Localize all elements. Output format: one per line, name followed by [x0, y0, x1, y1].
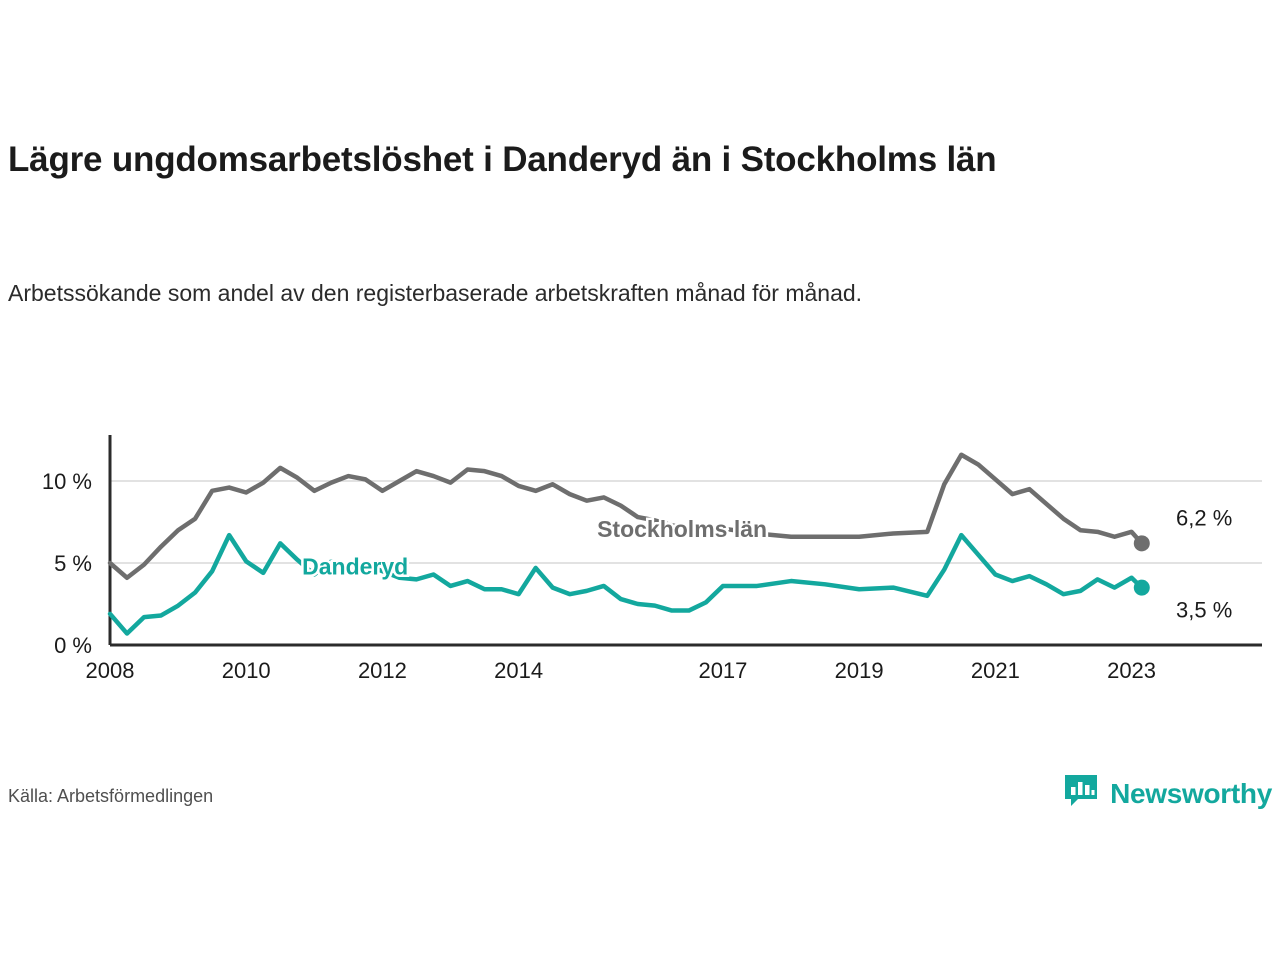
- series-end-point: [1134, 580, 1150, 596]
- series-value-label: 6,2 %: [1176, 505, 1233, 531]
- page-subtitle: Arbetssökande som andel av den registerbaserade arbetskraften månad för månad.: [8, 280, 863, 306]
- y-axis-tick-label: 5 %: [54, 551, 92, 576]
- series-end-point: [1134, 535, 1150, 551]
- brand-name: Newsworthy: [1110, 777, 1272, 809]
- x-axis-tick-label: 2010: [221, 658, 271, 683]
- x-axis-tick-label: 2019: [834, 658, 884, 683]
- source-note: Källa: Arbetsförmedlingen: [8, 786, 214, 806]
- x-axis-tick-label: 2021: [970, 658, 1020, 683]
- series-label: Danderyd: [302, 553, 409, 580]
- x-axis-tick-label: 2008: [85, 658, 135, 683]
- y-axis-tick-label: 0 %: [54, 633, 92, 658]
- page-title: Lägre ungdomsarbetslöshet i Danderyd än i Stockholms län: [8, 140, 997, 179]
- x-axis-tick-label: 2012: [357, 658, 407, 683]
- series-label: Stockholms län: [597, 515, 768, 542]
- y-axis-tick-label: 10 %: [41, 469, 92, 494]
- series-line: [110, 535, 1142, 633]
- chart-svg: [0, 400, 1280, 700]
- bar-chart-icon: [1062, 772, 1100, 815]
- x-axis-tick-label: 2014: [494, 658, 544, 683]
- line-chart: [0, 400, 1280, 700]
- brand-logo: [1062, 772, 1272, 815]
- x-axis-tick-label: 2023: [1107, 658, 1157, 683]
- series-value-label: 3,5 %: [1176, 597, 1233, 623]
- x-axis-tick-label: 2017: [698, 658, 748, 683]
